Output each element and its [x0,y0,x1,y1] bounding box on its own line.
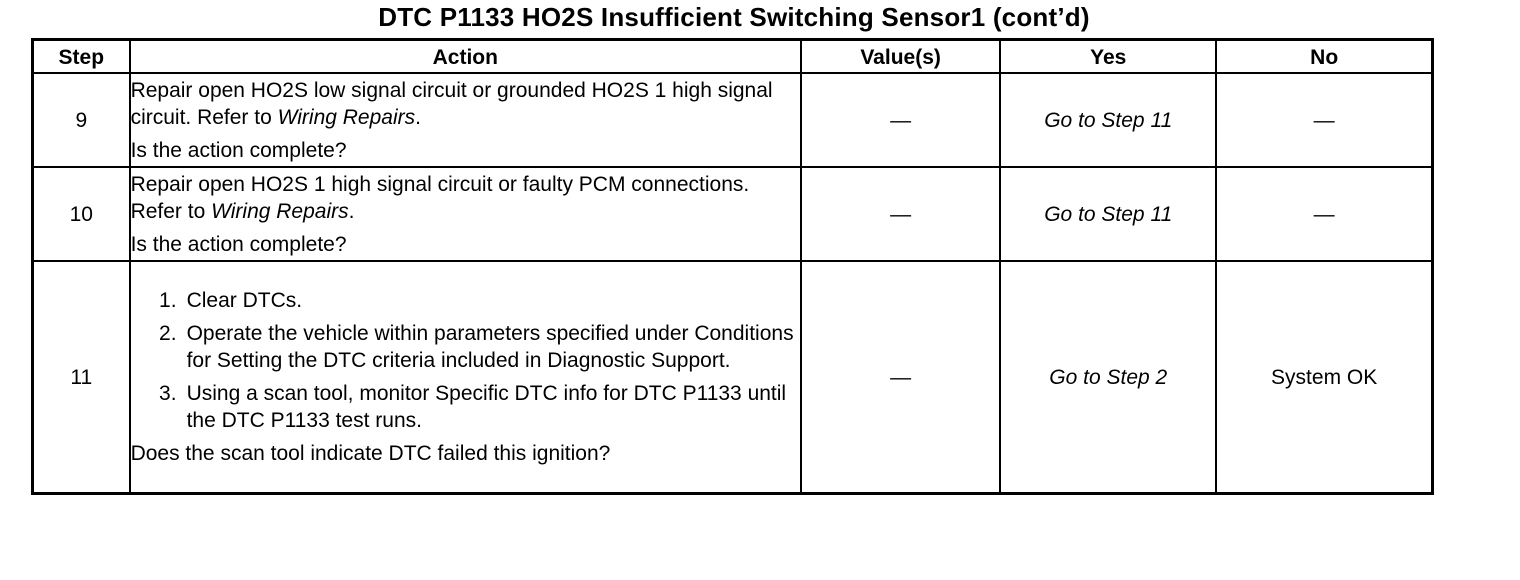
header-action: Action [130,40,801,74]
value-cell: — [801,73,1000,167]
header-values: Value(s) [801,40,1000,74]
action-cell [130,167,801,261]
header-yes: Yes [1000,40,1216,74]
substep-number: 3. [159,382,177,405]
action-text-main: Repair open HO2S low signal circuit or grounded HO2S 1 high signal circuit. Refer to [130,78,773,129]
substep-text: Operate the vehicle within parameters specified under Conditions for Setting the DTC criteria included in Diagnostic Support. [186,322,794,372]
action-cell [130,261,801,494]
table-row [33,73,1433,167]
step-number: 10 [33,167,130,261]
substep-number: 2. [159,322,177,345]
substep-number: 1. [159,289,177,312]
no-cell: — [1216,167,1432,261]
wiring-repairs-reference: Wiring Repairs [277,105,416,129]
substep-text: Clear DTCs. [186,289,303,312]
action-cell [130,73,801,167]
substep-text: Using a scan tool, monitor Specific DTC info for DTC P1133 until the DTC P1133 test runs. [186,382,787,432]
step-number: 11 [33,261,130,494]
no-cell: — [1216,73,1432,167]
table-row [33,261,1433,494]
no-cell: System OK [1216,261,1432,494]
header-step: Step [33,40,130,74]
wiring-repairs-reference: Wiring Repairs [211,199,349,223]
action-question: Does the scan tool indicate DTC failed this ignition? [130,442,611,465]
substep-item [159,380,800,434]
action-substeps [131,287,800,434]
action-question: Is the action complete? [130,138,347,162]
action-text [131,171,800,225]
table-row [33,167,1433,261]
substep-item [159,287,800,314]
dtc-procedure-table [31,38,1434,495]
action-question: Is the action complete? [130,232,347,256]
yes-cell: Go to Step 2 [1000,261,1216,494]
action-text-end: . [348,199,355,223]
table-header-row [33,40,1433,74]
yes-cell: Go to Step 11 [1000,167,1216,261]
header-no: No [1216,40,1432,74]
value-cell: — [801,261,1000,494]
action-text-main: Repair open HO2S 1 high signal circuit or faulty PCM connections. Refer to [130,172,750,223]
value-cell: — [801,167,1000,261]
step-number: 9 [33,73,130,167]
action-text-end: . [415,105,421,129]
action-text [131,77,800,131]
page-title: DTC P1133 HO2S Insufficient Switching Sensor1 (cont’d) [378,2,1090,32]
substep-item [159,320,800,374]
yes-cell: Go to Step 11 [1000,73,1216,167]
